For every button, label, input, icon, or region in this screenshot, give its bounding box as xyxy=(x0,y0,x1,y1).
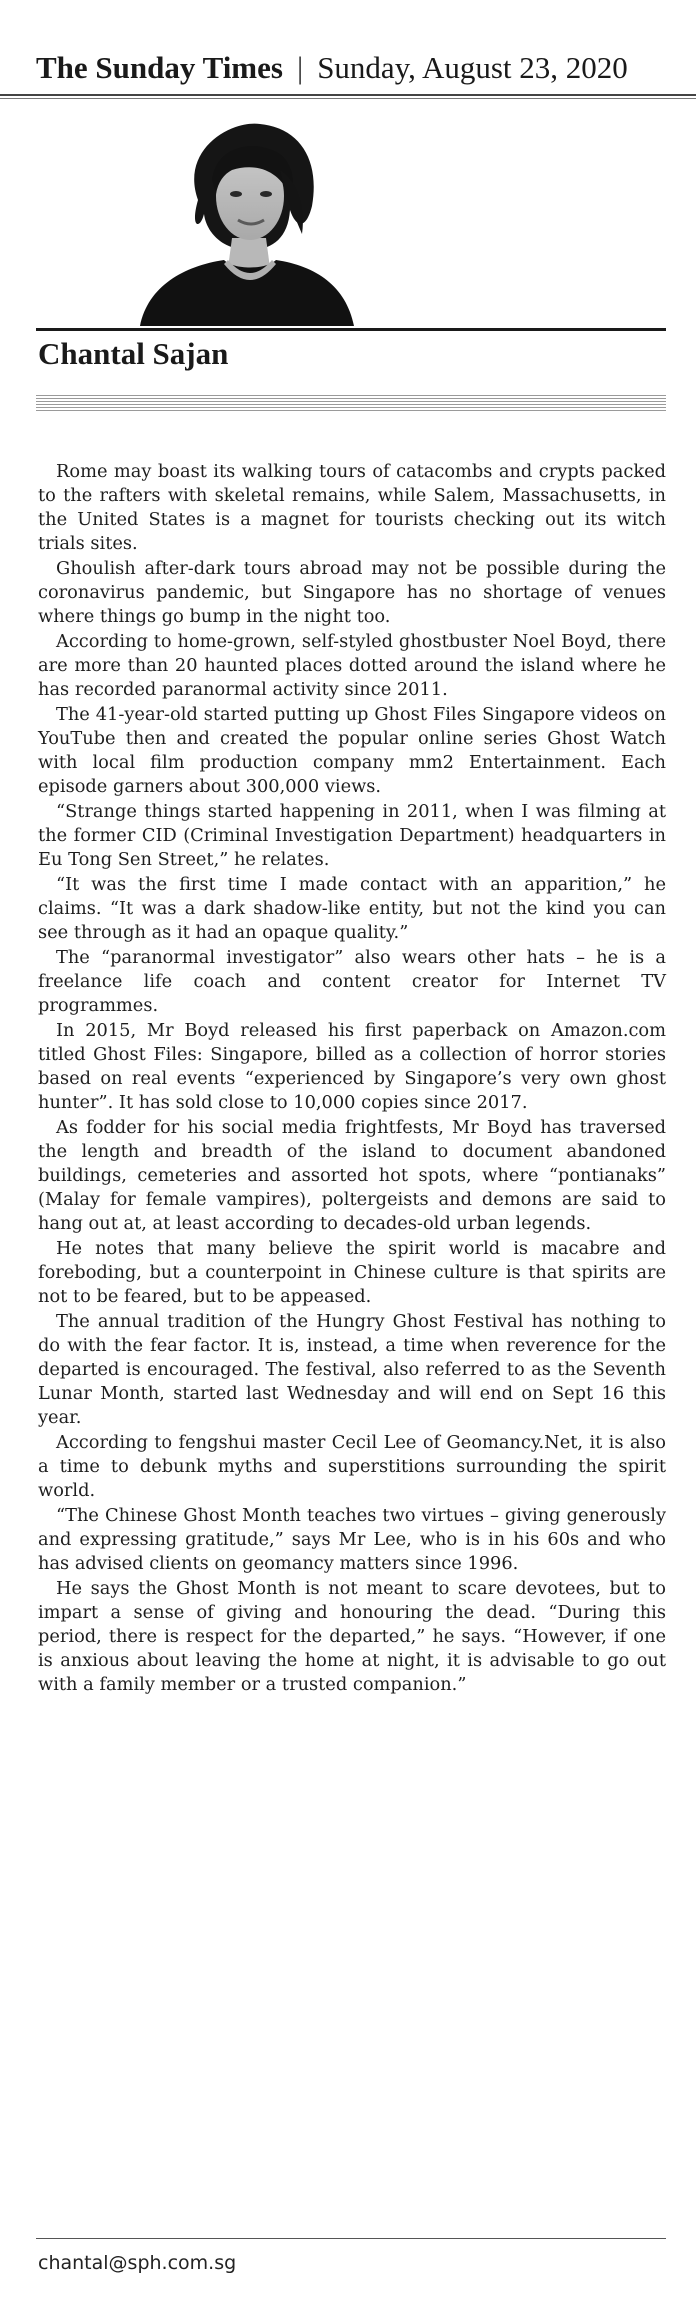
masthead xyxy=(36,48,666,88)
article-paragraph: According to fengshui master Cecil Lee of Geomancy.Net, it is also a time to debunk myths and superstitions surrounding the spirit world. xyxy=(38,1432,666,1501)
article-paragraph: Ghoulish after-dark tours abroad may not be possible during the coronavirus pandemic, but Singapore has no shortage of venues where things go bump in the night too. xyxy=(38,558,666,627)
author-email-link[interactable]: chantal@sph.com.sg xyxy=(38,2252,237,2274)
author-portrait xyxy=(120,110,370,326)
article-paragraph: “Strange things started happening in 2011, when I was filming at the former CID (Criminal Investigation Department) headquarters in Eu Tong Sen Street,” he relates. xyxy=(38,801,666,870)
article-paragraph: “The Chinese Ghost Month teaches two virtues – giving generously and expressing gratitude,” says Mr Lee, who is in his 60s and who has advised clients on geomancy matters since 1996. xyxy=(38,1505,666,1574)
decorative-rules xyxy=(36,395,666,411)
byline-divider xyxy=(36,328,666,331)
article-paragraph: According to home-grown, self-styled ghostbuster Noel Boyd, there are more than 20 haunted places dotted around the island where he has recorded paranormal activity since 2011. xyxy=(38,631,666,700)
article-paragraph: The “paranormal investigator” also wears other hats – he is a freelance life coach and content creator for Internet TV programmes. xyxy=(38,947,666,1016)
masthead-separator: | xyxy=(296,50,304,85)
publication-date: Sunday, August 23, 2020 xyxy=(317,50,628,85)
article-paragraph: The 41-year-old started putting up Ghost Files Singapore videos on YouTube then and created the popular online series Ghost Watch with local film production company mm2 Entertainment. Each episode garners about 300,000 views. xyxy=(38,704,666,797)
footer-divider xyxy=(36,2238,666,2239)
newspaper-name: The Sunday Times xyxy=(36,50,283,85)
article-paragraph: Rome may boast its walking tours of catacombs and crypts packed to the rafters with skeletal remains, while Salem, Massachusetts, in the United States is a magnet for tourists checking out its witch trials sites. xyxy=(38,461,666,554)
article-paragraph: The annual tradition of the Hungry Ghost Festival has nothing to do with the fear factor. It is, instead, a time when reverence for the departed is encouraged. The festival, also referred to as the Seventh Lunar Month, started last Wednesday and will end on Sept 16 this year. xyxy=(38,1311,666,1428)
masthead-divider-thin xyxy=(0,98,696,99)
article-paragraph: As fodder for his social media frightfests, Mr Boyd has traversed the length and breadth of the island to document abandoned buildings, cemeteries and assorted hot spots, where “pontianaks” (Malay for female vampires), poltergeists and demons are said to hang out at, at least according to decades-old urban legends. xyxy=(38,1117,666,1234)
masthead-divider xyxy=(0,94,696,96)
author-name: Chantal Sajan xyxy=(38,336,229,371)
article-paragraph: “It was the first time I made contact with an apparition,” he claims. “It was a dark shadow-like entity, but not the kind you can see through as it had an opaque quality.” xyxy=(38,874,666,943)
article-paragraph: He notes that many believe the spirit world is macabre and foreboding, but a counterpoint in Chinese culture is that spirits are not to be feared, but to be appeased. xyxy=(38,1238,666,1307)
article-paragraph: He says the Ghost Month is not meant to scare devotees, but to impart a sense of giving and honouring the dead. “During this period, there is respect for the departed,” he says. “However, if one is anxious about leaving the home at night, it is advisable to go out with a family member or a trusted companion.” xyxy=(38,1578,666,1695)
article-body xyxy=(38,460,666,1698)
article-paragraph: In 2015, Mr Boyd released his first paperback on Amazon.com titled Ghost Files: Singapore, billed as a collection of horror stories based on real events “experienced by Singapore’s very own ghost hunter”. It has sold close to 10,000 copies since 2017. xyxy=(38,1020,666,1113)
